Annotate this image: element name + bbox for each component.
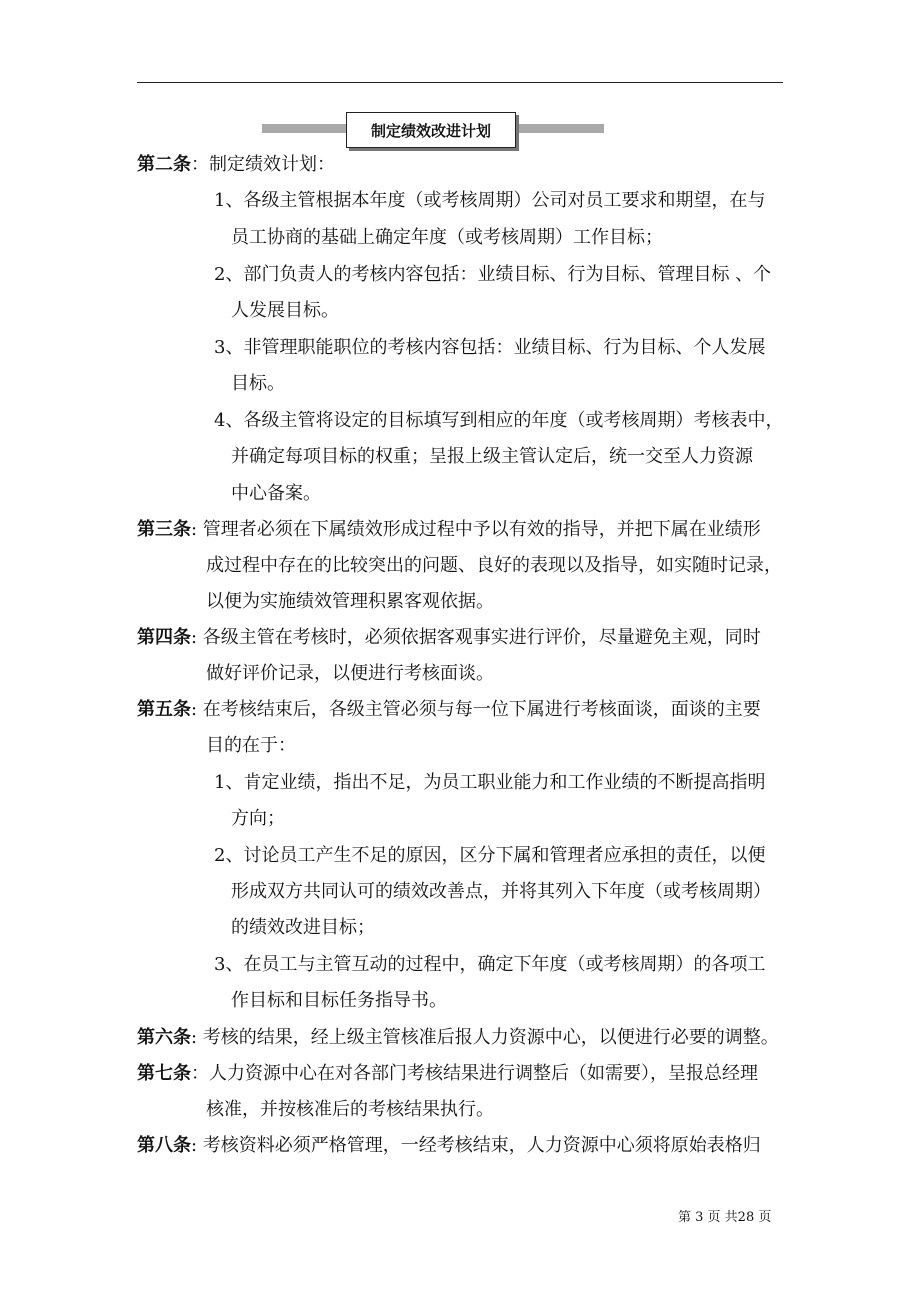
article-line [137, 698, 761, 722]
line-text: ：人力资源中心在对各部门考核结果进行调整后（如需要），呈报总经理 [191, 1063, 758, 1084]
header-rule [137, 82, 783, 83]
article-line [137, 1062, 758, 1086]
line-text: : 各级主管在考核时，必须依据客观事实进行评价，尽量避免主观，同时 [191, 627, 761, 648]
list-item-line: 形成双方共同认可的绩效改善点，并将其列入下年度（或考核周期） [231, 881, 771, 902]
article-label: 第二条 [137, 154, 191, 175]
article-label: 第六条 [137, 1027, 191, 1048]
article-line [137, 1134, 761, 1158]
paragraph-line: 核准，并按核准后的考核结果执行。 [206, 1099, 494, 1120]
list-item-line: 2、讨论员工产生不足的原因，区分下属和管理者应承担的责任，以便 [214, 845, 766, 866]
section-title-banner [262, 112, 604, 148]
article-label: 第三条 [137, 519, 191, 540]
list-item-line: 作目标和目标任务指导书。 [231, 990, 447, 1011]
list-item-line: 1、各级主管根据本年度（或考核周期）公司对员工要求和期望，在与 [214, 190, 766, 211]
list-item-line: 人发展目标。 [231, 300, 339, 321]
list-item-line: 员工协商的基础上确定年度（或考核周期）工作目标； [231, 227, 663, 248]
list-item-line: 1、肯定业绩，指出不足，为员工职业能力和工作业绩的不断提高指明 [214, 772, 766, 793]
article-label: 第四条 [137, 627, 191, 648]
title-bar-left [262, 124, 352, 133]
list-item-line: 2、部门负责人的考核内容包括：业绩目标、行为目标、管理目标 、个 [214, 264, 772, 285]
title-bar-right [512, 124, 604, 133]
page-number: 第 3 页 共28 页 [678, 1210, 772, 1225]
line-text: ：制定绩效计划： [191, 154, 335, 175]
list-item-line: 3、在员工与主管互动的过程中，确定下年度（或考核周期）的各项工 [214, 954, 766, 975]
line-text: : 管理者必须在下属绩效形成过程中予以有效的指导，并把下属在业绩形 [191, 519, 761, 540]
line-text: : 考核资料必须严格管理，一经考核结束，人力资源中心须将原始表格归 [191, 1135, 761, 1156]
line-text: : 考核的结果，经上级主管核准后报人力资源中心，以便进行必要的调整。 [191, 1027, 779, 1048]
line-text: : 在考核结束后，各级主管必须与每一位下属进行考核面谈，面谈的主要 [191, 699, 761, 720]
article-line [137, 518, 761, 542]
list-item-line: 4、各级主管将设定的目标填写到相应的年度（或考核周期）考核表中， [214, 410, 784, 431]
paragraph-line: 做好评价记录，以便进行考核面谈。 [206, 663, 494, 684]
list-item-line: 中心备案。 [231, 483, 321, 504]
list-item-line: 的绩效改进目标； [231, 917, 375, 938]
article-label: 第八条 [137, 1135, 191, 1156]
article-label: 第五条 [137, 699, 191, 720]
paragraph-line: 以便为实施绩效管理积累客观依据。 [206, 591, 494, 612]
list-item-line: 3、非管理职能职位的考核内容包括：业绩目标、行为目标、个人发展 [214, 337, 766, 358]
list-item-line: 并确定每项目标的权重；呈报上级主管认定后，统一交至人力资源 [231, 446, 753, 467]
article-line [137, 626, 761, 650]
list-item-line: 方向； [231, 808, 285, 829]
section-title: 制定绩效改进计划 [346, 112, 516, 148]
article-label: 第七条 [137, 1063, 191, 1084]
paragraph-line: 目的在于： [206, 735, 296, 756]
list-item-line: 目标。 [231, 373, 285, 394]
paragraph-line: 成过程中存在的比较突出的问题、良好的表现以及指导，如实随时记录， [206, 555, 782, 576]
article-line [137, 1026, 779, 1050]
article-line [137, 153, 335, 177]
